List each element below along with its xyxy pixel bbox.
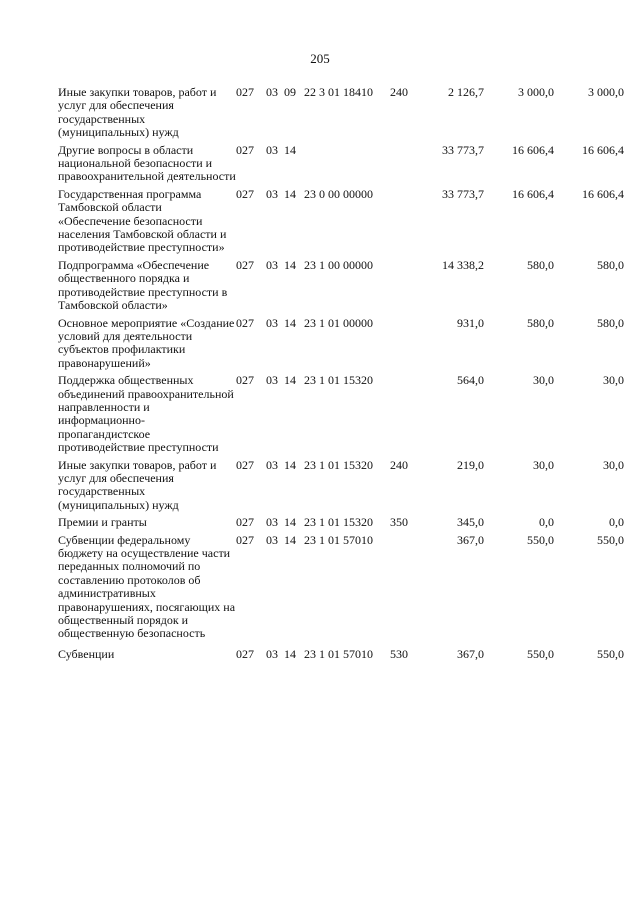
table-row xyxy=(58,317,624,375)
row-value-3: 550,0 xyxy=(597,532,624,547)
row-expense-type: 530 xyxy=(390,646,408,661)
row-grbs: 027 xyxy=(236,515,254,530)
row-name: Другие вопросы в области национальной безопасности и правоохранительной деятельности xyxy=(58,142,236,184)
row-value-2: 0,0 xyxy=(539,515,554,530)
row-target-code xyxy=(304,144,390,188)
row-name: Поддержка общественных объединений правоохранительной направленности и информационно-пропагандистское противодействие преступности xyxy=(58,373,234,455)
row-value-3: 16 606,4 xyxy=(582,186,624,201)
row-expense-type xyxy=(390,259,416,317)
row-section: 03 xyxy=(266,186,278,201)
row-target-code: 23 1 01 57010 xyxy=(304,646,373,661)
row-subsection: 14 xyxy=(284,457,296,472)
table-row xyxy=(58,144,624,188)
row-value-3: 0,0 xyxy=(609,515,624,530)
row-value-2: 550,0 xyxy=(527,646,554,661)
row-target-code: 23 1 01 57010 xyxy=(304,532,373,547)
row-value-3: 3 000,0 xyxy=(588,85,624,99)
row-section: 03 xyxy=(266,142,278,157)
row-grbs: 027 xyxy=(236,646,254,661)
row-value-3: 580,0 xyxy=(597,315,624,330)
row-name: Премии и гранты xyxy=(58,515,147,530)
table-row xyxy=(58,516,624,533)
row-name: Подпрограмма «Обеспечение общественного порядка и противодействие преступности в Тамбовской области» xyxy=(58,257,228,313)
row-grbs: 027 xyxy=(236,257,254,272)
row-target-code: 23 1 01 00000 xyxy=(304,315,373,330)
row-target-code: 23 1 00 00000 xyxy=(304,257,373,272)
row-value-2: 580,0 xyxy=(527,257,554,272)
row-subsection: 14 xyxy=(284,515,296,530)
row-value-2: 16 606,4 xyxy=(512,186,554,201)
row-value-1: 33 773,7 xyxy=(442,186,484,201)
row-value-1: 2 126,7 xyxy=(448,85,484,99)
row-value-2: 30,0 xyxy=(533,373,554,388)
row-value-1: 564,0 xyxy=(457,373,484,388)
row-expense-type xyxy=(390,317,416,375)
row-expense-type xyxy=(390,188,416,259)
row-value-2: 30,0 xyxy=(533,457,554,472)
row-value-1: 345,0 xyxy=(457,515,484,530)
row-name: Иные закупки товаров, работ и услуг для обеспечения государственных (муниципальных) нужд xyxy=(58,85,217,140)
row-section: 03 xyxy=(266,646,278,661)
row-target-code: 23 1 01 15320 xyxy=(304,515,373,530)
row-value-2: 3 000,0 xyxy=(518,85,554,99)
row-subsection: 14 xyxy=(284,142,296,157)
table-row xyxy=(58,188,624,259)
row-grbs: 027 xyxy=(236,85,254,99)
row-expense-type: 350 xyxy=(390,515,408,530)
row-grbs: 027 xyxy=(236,142,254,157)
row-value-3: 16 606,4 xyxy=(582,142,624,157)
table-row xyxy=(58,459,624,517)
row-target-code: 23 1 01 15320 xyxy=(304,457,373,472)
row-subsection: 14 xyxy=(284,646,296,661)
table-row xyxy=(58,374,624,458)
row-expense-type xyxy=(390,534,416,648)
budget-table xyxy=(58,86,624,665)
table-row xyxy=(58,259,624,317)
row-section: 03 xyxy=(266,532,278,547)
row-name: Иные закупки товаров, работ и услуг для обеспечения государственных (муниципальных) нужд xyxy=(58,457,217,512)
row-value-3: 30,0 xyxy=(603,373,624,388)
page-number: 205 xyxy=(310,51,330,66)
row-target-code: 23 1 01 15320 xyxy=(304,373,373,388)
row-subsection: 14 xyxy=(284,373,296,388)
row-subsection: 14 xyxy=(284,315,296,330)
row-section: 03 xyxy=(266,257,278,272)
row-grbs: 027 xyxy=(236,457,254,472)
row-grbs: 027 xyxy=(236,315,254,330)
row-subsection: 14 xyxy=(284,257,296,272)
row-expense-type xyxy=(390,374,416,458)
row-value-3: 30,0 xyxy=(603,457,624,472)
row-section: 03 xyxy=(266,515,278,530)
row-section: 03 xyxy=(266,85,278,99)
row-expense-type xyxy=(390,144,416,188)
row-name: Субвенции федеральному бюджету на осуществление части переданных полномочий по составлению протоколов об административных правонарушениях, посягающих на общественный порядок и общественную безопасность xyxy=(58,532,236,641)
row-section: 03 xyxy=(266,457,278,472)
table-row xyxy=(58,648,624,665)
row-grbs: 027 xyxy=(236,373,254,388)
row-value-3: 580,0 xyxy=(597,257,624,272)
row-name: Субвенции xyxy=(58,646,115,661)
row-subsection: 09 xyxy=(284,85,296,99)
row-subsection: 14 xyxy=(284,532,296,547)
row-value-2: 550,0 xyxy=(527,532,554,547)
row-value-1: 33 773,7 xyxy=(442,142,484,157)
row-value-2: 16 606,4 xyxy=(512,142,554,157)
row-name: Государственная программа Тамбовской области «Обеспечение безопасности населения Тамбовской области и противодействие преступности» xyxy=(58,186,227,255)
row-section: 03 xyxy=(266,315,278,330)
row-target-code: 22 3 01 18410 xyxy=(304,85,373,99)
row-value-1: 931,0 xyxy=(457,315,484,330)
row-value-2: 580,0 xyxy=(527,315,554,330)
row-value-3: 550,0 xyxy=(597,646,624,661)
row-value-1: 14 338,2 xyxy=(442,257,484,272)
table-row xyxy=(58,534,624,648)
row-value-1: 367,0 xyxy=(457,532,484,547)
row-name: Основное мероприятие «Создание условий для деятельности субъектов профилактики правонарушений» xyxy=(58,315,235,370)
row-value-1: 367,0 xyxy=(457,646,484,661)
row-grbs: 027 xyxy=(236,532,254,547)
row-subsection: 14 xyxy=(284,186,296,201)
row-target-code: 23 0 00 00000 xyxy=(304,186,373,201)
row-section: 03 xyxy=(266,373,278,388)
table-row xyxy=(58,86,624,144)
row-value-1: 219,0 xyxy=(457,457,484,472)
row-expense-type: 240 xyxy=(390,85,408,99)
row-expense-type: 240 xyxy=(390,457,408,472)
row-grbs: 027 xyxy=(236,186,254,201)
